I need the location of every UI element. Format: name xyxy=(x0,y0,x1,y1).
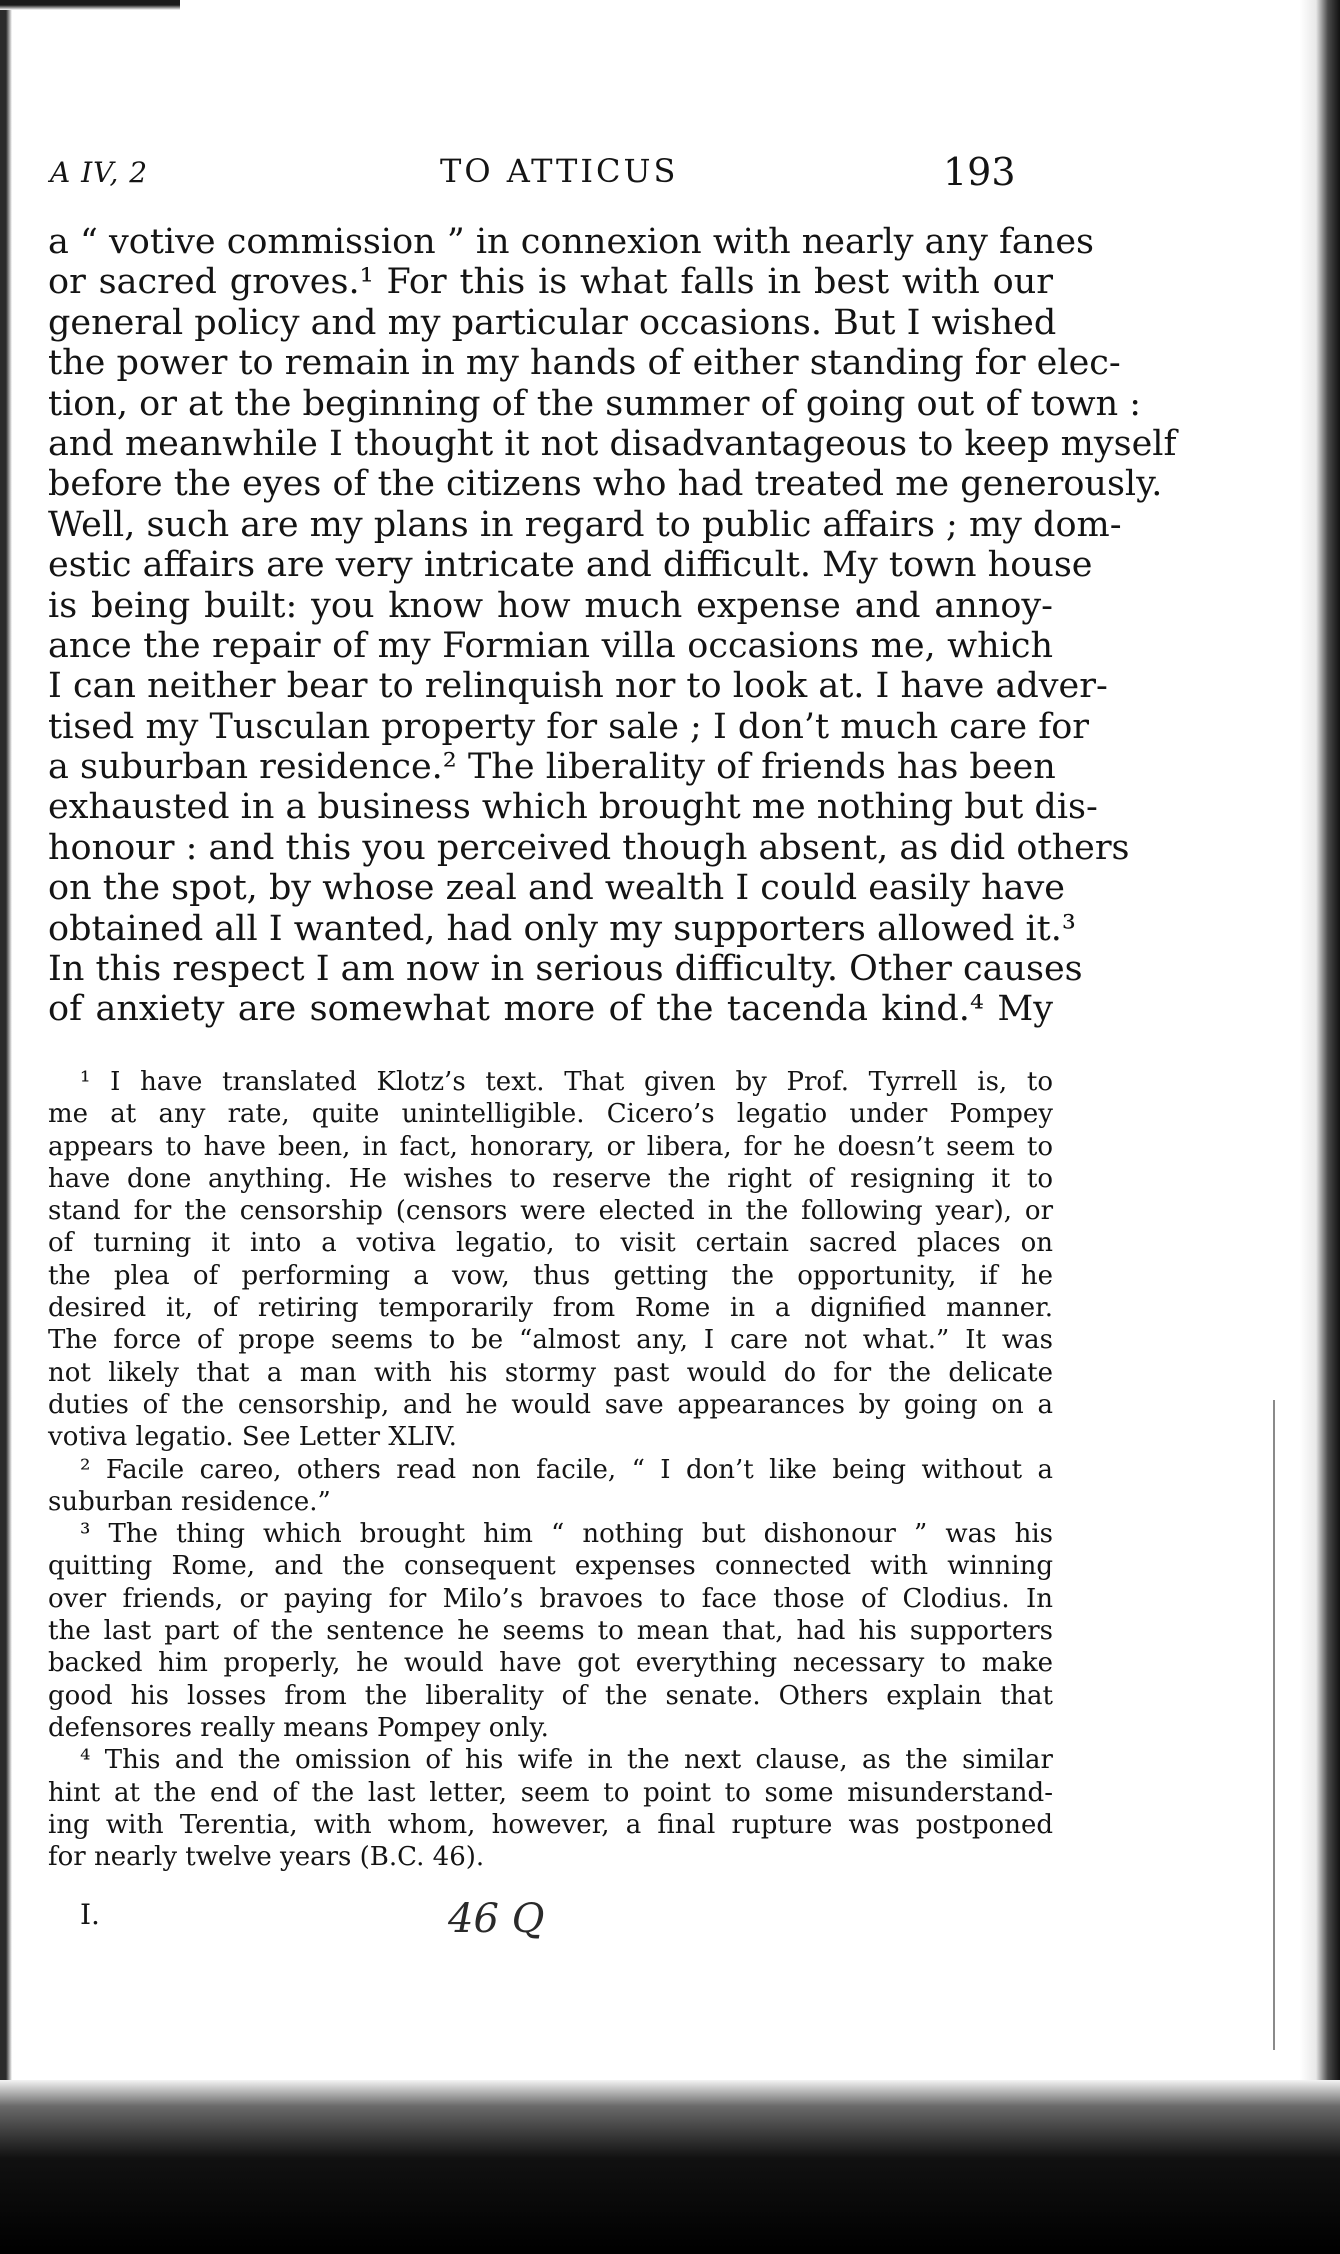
body-line: the power to remain in my hands of either standing for elec- xyxy=(48,343,1121,384)
running-head xyxy=(50,150,1050,200)
footnote-line: hint at the end of the last letter, seem to point to some misunderstand- xyxy=(48,1777,1053,1808)
footnote-line: suburban residence.” xyxy=(48,1486,331,1517)
body-line: obtained all I wanted, had only my supporters allowed it.³ xyxy=(48,908,1076,949)
footnote-line: appears to have been, in fact, honorary, or libera, for he doesn’t seem to xyxy=(48,1131,1053,1162)
footnote-line: ing with Terentia, with whom, however, a final rupture was postponed xyxy=(48,1809,1053,1840)
body-line: Well, such are my plans in regard to public affairs ; my dom- xyxy=(48,504,1122,545)
footnote-line: not likely that a man with his stormy past would do for the delicate xyxy=(48,1357,1053,1388)
scan-gutter-line xyxy=(1273,1400,1275,2050)
footnote-line: votiva legatio. See Letter XLIV. xyxy=(48,1422,457,1453)
body-line: general policy and my particular occasions. But I wished xyxy=(48,302,1057,343)
footnote-line: ⁴ This and the omission of his wife in the next clause, as the similar xyxy=(80,1745,1053,1776)
footnote-line: The force of prope seems to be “almost any, I care not what.” It was xyxy=(48,1325,1053,1356)
body-line: estic affairs are very intricate and difficult. My town house xyxy=(48,545,1093,586)
footnote-line: backed him properly, he would have got everything necessary to make xyxy=(48,1648,1053,1679)
footnotes xyxy=(48,1066,1053,1873)
footnote-line: duties of the censorship, and he would save appearances by going on a xyxy=(48,1389,1053,1420)
body-line: and meanwhile I thought it not disadvantageous to keep myself xyxy=(48,423,1177,464)
footnote-line: ² Facile careo, others read non facile, “ I don’t like being without a xyxy=(80,1454,1053,1485)
footnote-line: me at any rate, quite unintelligible. Cicero’s legatio under Pompey xyxy=(48,1099,1053,1130)
body-line: a “ votive commission ” in connexion with nearly any fanes xyxy=(48,222,1095,262)
footnote-line: desired it, of retiring temporarily from Rome in a dignified manner. xyxy=(48,1293,1053,1324)
scan-left-edge xyxy=(0,0,12,2254)
page-title: TO ATTICUS xyxy=(440,152,679,190)
page-number: 193 xyxy=(943,150,1016,194)
scan-right-gutter xyxy=(1300,0,1340,2254)
footnote-line: for nearly twelve years (B.C. 46). xyxy=(48,1842,485,1873)
handwritten-annotation: 46 Q xyxy=(448,1896,545,1942)
body-line: is being built: you know how much expense and annoy- xyxy=(48,585,1053,626)
scan-bottom-shadow xyxy=(0,2080,1340,2254)
body-line: before the eyes of the citizens who had treated me generously. xyxy=(48,464,1163,505)
scan-top-edge xyxy=(0,0,180,10)
body-line: a suburban residence.² The liberality of friends has been xyxy=(48,747,1056,788)
footnote-line: the last part of the sentence he seems to mean that, had his supporters xyxy=(48,1616,1053,1647)
body-line: exhausted in a business which brought me nothing but dis- xyxy=(48,787,1098,828)
body-line: ance the repair of my Formian villa occasions me, which xyxy=(48,625,1053,666)
letter-reference: A IV, 2 xyxy=(50,156,149,189)
footnote-line: ³ The thing which brought him “ nothing but dishonour ” was his xyxy=(80,1519,1053,1550)
body-line: tised my Tusculan property for sale ; I don’t much care for xyxy=(48,706,1090,747)
signature-mark: I. xyxy=(80,1898,100,1931)
footnote-line: quitting Rome, and the consequent expenses connected with winning xyxy=(48,1551,1053,1582)
footnote-line: over friends, or paying for Milo’s bravoes to face those of Clodius. In xyxy=(48,1583,1053,1614)
footnote-line: defensores really means Pompey only. xyxy=(48,1712,549,1743)
main-text xyxy=(48,222,1177,1030)
body-line: I can neither bear to relinquish nor to look at. I have adver- xyxy=(48,666,1108,707)
footnote-line: ¹ I have translated Klotz’s text. That given by Prof. Tyrrell is, to xyxy=(80,1067,1053,1097)
footnote-line: have done anything. He wishes to reserve the right of resigning it to xyxy=(48,1163,1053,1194)
body-line: on the spot, by whose zeal and wealth I could easily have xyxy=(48,868,1065,909)
footnote-line: stand for the censorship (censors were elected in the following year), or xyxy=(48,1196,1053,1227)
footnote-line: the plea of performing a vow, thus getting the opportunity, if he xyxy=(48,1260,1053,1291)
body-line: of anxiety are somewhat more of the tacenda kind.⁴ My xyxy=(48,989,1053,1030)
body-line: or sacred groves.¹ For this is what falls in best with our xyxy=(48,262,1053,303)
footnote-line: good his losses from the liberality of the senate. Others explain that xyxy=(48,1680,1053,1711)
body-line: honour : and this you perceived though absent, as did others xyxy=(48,827,1130,868)
body-line: In this respect I am now in serious difficulty. Other causes xyxy=(48,949,1083,990)
body-line: tion, or at the beginning of the summer of going out of town : xyxy=(48,383,1142,424)
footnote-line: of turning it into a votiva legatio, to visit certain sacred places on xyxy=(48,1228,1053,1259)
